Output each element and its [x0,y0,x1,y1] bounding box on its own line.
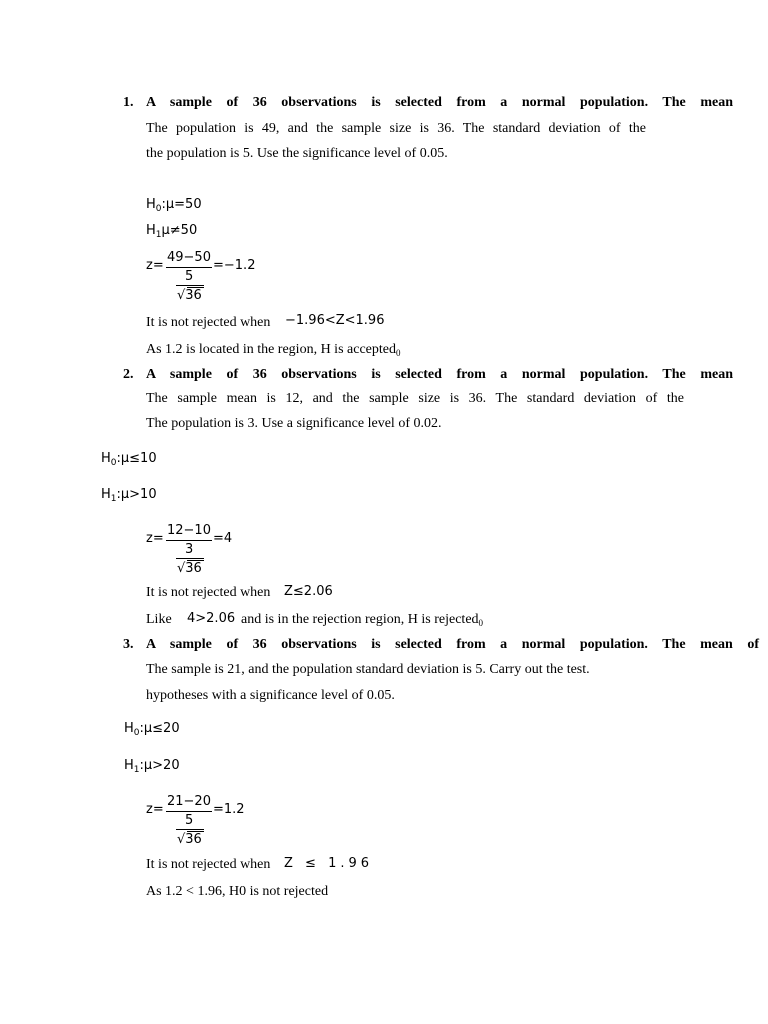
q3-rule-math: Z ≤ 1.96 [284,856,374,871]
q3-z-result: =1.2 [213,802,245,817]
q3-h0: $H_0:\mu\le 20$ [124,721,180,738]
q2-like-math: 4>2.06 [187,611,236,626]
q2-z-result: =4 [213,531,233,546]
q2-h0: $H_0:\mu\le 10$ [101,451,157,468]
q1-rule-math: −1.96<Z<1.96 [285,313,385,328]
q2-line2: The sample mean is 12, and the sample size is 36. The standard deviation of the [146,391,684,406]
q2-rule-math: Z≤2.06 [284,584,333,599]
q1-z-label: z= [146,258,164,273]
q1-z-numerator: 49−50 [167,250,211,265]
q1-h0: $H_0:\mu=50$ [146,197,202,214]
q1-line3: the population is 5. Use the significance level of 0.05. [146,146,448,161]
q3-z-numerator: 21−20 [167,794,211,809]
q1-rule-text: It is not rejected when [146,315,271,330]
q1-conclusion: As 1.2 is located in the region, H is accepted$_0$ [146,342,401,358]
q3-z-den-den: √36 [177,832,202,847]
q1-z-den-den: √36 [177,288,202,303]
q3-number: 3. [123,637,134,652]
q2-z-den-num: 3 [185,542,194,557]
q1-z-formula [146,250,256,306]
q2-h1: $H_1:\mu>10$ [101,487,157,504]
q3-z-formula [146,794,256,850]
q2-z-den-den: √36 [177,561,202,576]
q3-h1: $H_1:\mu>20$ [124,758,180,775]
q1-number: 1. [123,95,134,110]
q3-line2: The sample is 21, and the population standard deviation is 5. Carry out the test. [146,662,590,677]
q3-z-den-num: 5 [185,813,194,828]
q2-z-numerator: 12−10 [167,523,211,538]
q1-line2: The population is 49, and the sample size is 36. The standard deviation of the [146,121,646,136]
q2-z-formula [146,523,256,579]
q3-line3: hypotheses with a significance level of 0.05. [146,688,395,703]
q1-z-result: =−1.2 [213,258,256,273]
q2-rule-text: It is not rejected when [146,585,271,600]
q1-z-den-num: 5 [185,269,194,284]
q2-like-word: Like [146,612,172,627]
q2-z-label: z= [146,531,164,546]
q3-heading: A sample of 36 observations is selected from a normal population. The mean of [146,637,759,652]
q3-rule-text: It is not rejected when [146,857,271,872]
q2-heading: A sample of 36 observations is selected from a normal population. The mean [146,367,733,382]
q2-number: 2. [123,367,134,382]
q1-heading: A sample of 36 observations is selected from a normal population. The mean [146,95,733,110]
q2-line3: The population is 3. Use a significance level of 0.02. [146,416,442,431]
q3-z-label: z= [146,802,164,817]
q2-like-rest: and is in the rejection region, H is rejected$_0$ [241,612,484,628]
q1-h1: $H_1\mu\ne 50$ [146,223,198,240]
q3-conclusion: As 1.2 < 1.96, H0 is not rejected [146,884,329,899]
